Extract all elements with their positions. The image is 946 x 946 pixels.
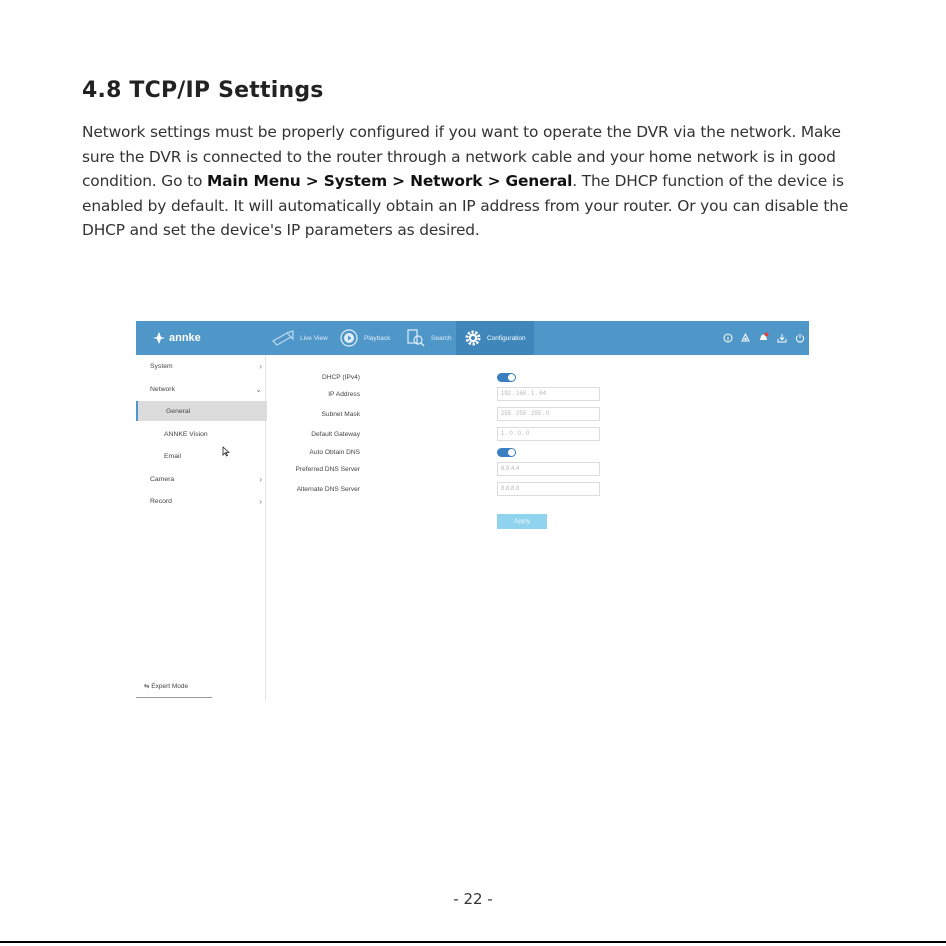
default-gateway-field[interactable]: 1 . 0 . 0 . 0 [497,427,600,441]
camera-icon [271,329,295,347]
apply-button[interactable]: Apply [497,514,547,529]
sidebar-item-label: Record [150,497,172,505]
expert-mode-link[interactable] [144,682,188,690]
nav-live-view[interactable] [271,321,328,355]
expert-mode-label: Expert Mode [151,683,189,690]
alarm-icon[interactable] [740,332,751,343]
alternate-dns-label: Alternate DNS Server [296,486,360,493]
logo-text: annke [169,332,201,344]
gear-icon [464,329,482,347]
nav-live-view-label: Live View [300,334,328,342]
nav-search[interactable] [406,321,452,355]
power-icon[interactable] [794,332,805,343]
expert-mode-icon: ⇆ [144,683,150,690]
section-title: 4.8 TCP/IP Settings [82,78,324,103]
sidebar [136,355,266,700]
preferred-dns-label: Preferred DNS Server [295,466,360,473]
chevron-right-icon: › [259,361,262,371]
nav-playback[interactable] [339,321,390,355]
dhcp-label: DHCP (IPv4) [322,374,360,381]
sidebar-item-label: System [150,362,173,370]
sidebar-item-label: Camera [150,475,175,483]
info-icon[interactable] [722,332,733,343]
nav-search-label: Search [431,334,452,342]
dhcp-toggle[interactable] [497,373,516,382]
top-right-icons [722,332,805,343]
nav-configuration-label: Configuration [487,334,526,342]
page-number: - 22 - [453,890,493,908]
sidebar-item-label: Network [150,385,175,393]
divider [136,697,212,698]
para-text-2: . The DHCP function of the device is enabled by default. It will automatically obtain an IP address from your router. Or you can disable the DHCP and set the device's IP parameters as desired. [82,172,849,239]
tcpip-form [265,355,809,700]
ip-address-field[interactable]: 192 . 168 . 1 . 64 [497,387,600,401]
playback-icon [339,328,359,348]
nav-configuration[interactable] [456,321,534,355]
menu-path: Main Menu > System > Network > General [206,172,573,190]
notification-icon[interactable] [758,332,769,343]
bottom-rule [0,941,946,943]
sidebar-item-system[interactable] [136,356,265,376]
search-icon [406,328,426,348]
subnet-mask-field[interactable]: 255 . 255 . 255 . 0 [497,407,600,421]
sidebar-item-label: ANNKE Vision [164,430,208,438]
default-gateway-label: Default Gateway [311,431,360,438]
sidebar-item-record[interactable] [136,491,265,511]
annke-logo [152,330,201,346]
subnet-mask-label: Subnet Mask [321,411,360,418]
ip-address-label: IP Address [328,391,360,398]
chevron-right-icon: › [259,496,262,506]
chevron-down-icon: ⌄ [255,384,262,394]
sidebar-item-label: General [166,407,191,415]
alternate-dns-field[interactable]: 8.8.8.8 [497,482,600,496]
auto-dns-label: Auto Obtain DNS [309,449,360,456]
download-icon[interactable] [776,332,787,343]
para-text-1: Network settings must be properly configured if you want to operate the DVR via the network. Make sure the DVR is connected to the router through a network cable and your home network is in good condition. Go to [82,123,841,190]
preferred-dns-field[interactable]: 8.8.4.4 [497,462,600,476]
dvr-config-screenshot [136,321,809,700]
chevron-right-icon: › [259,474,262,484]
nav-playback-label: Playback [364,334,391,342]
sidebar-item-label: Email [164,452,181,460]
logo-mark-icon [152,331,166,345]
auto-dns-toggle[interactable] [497,448,516,457]
top-nav-bar [136,321,809,355]
section-paragraph [82,120,872,243]
